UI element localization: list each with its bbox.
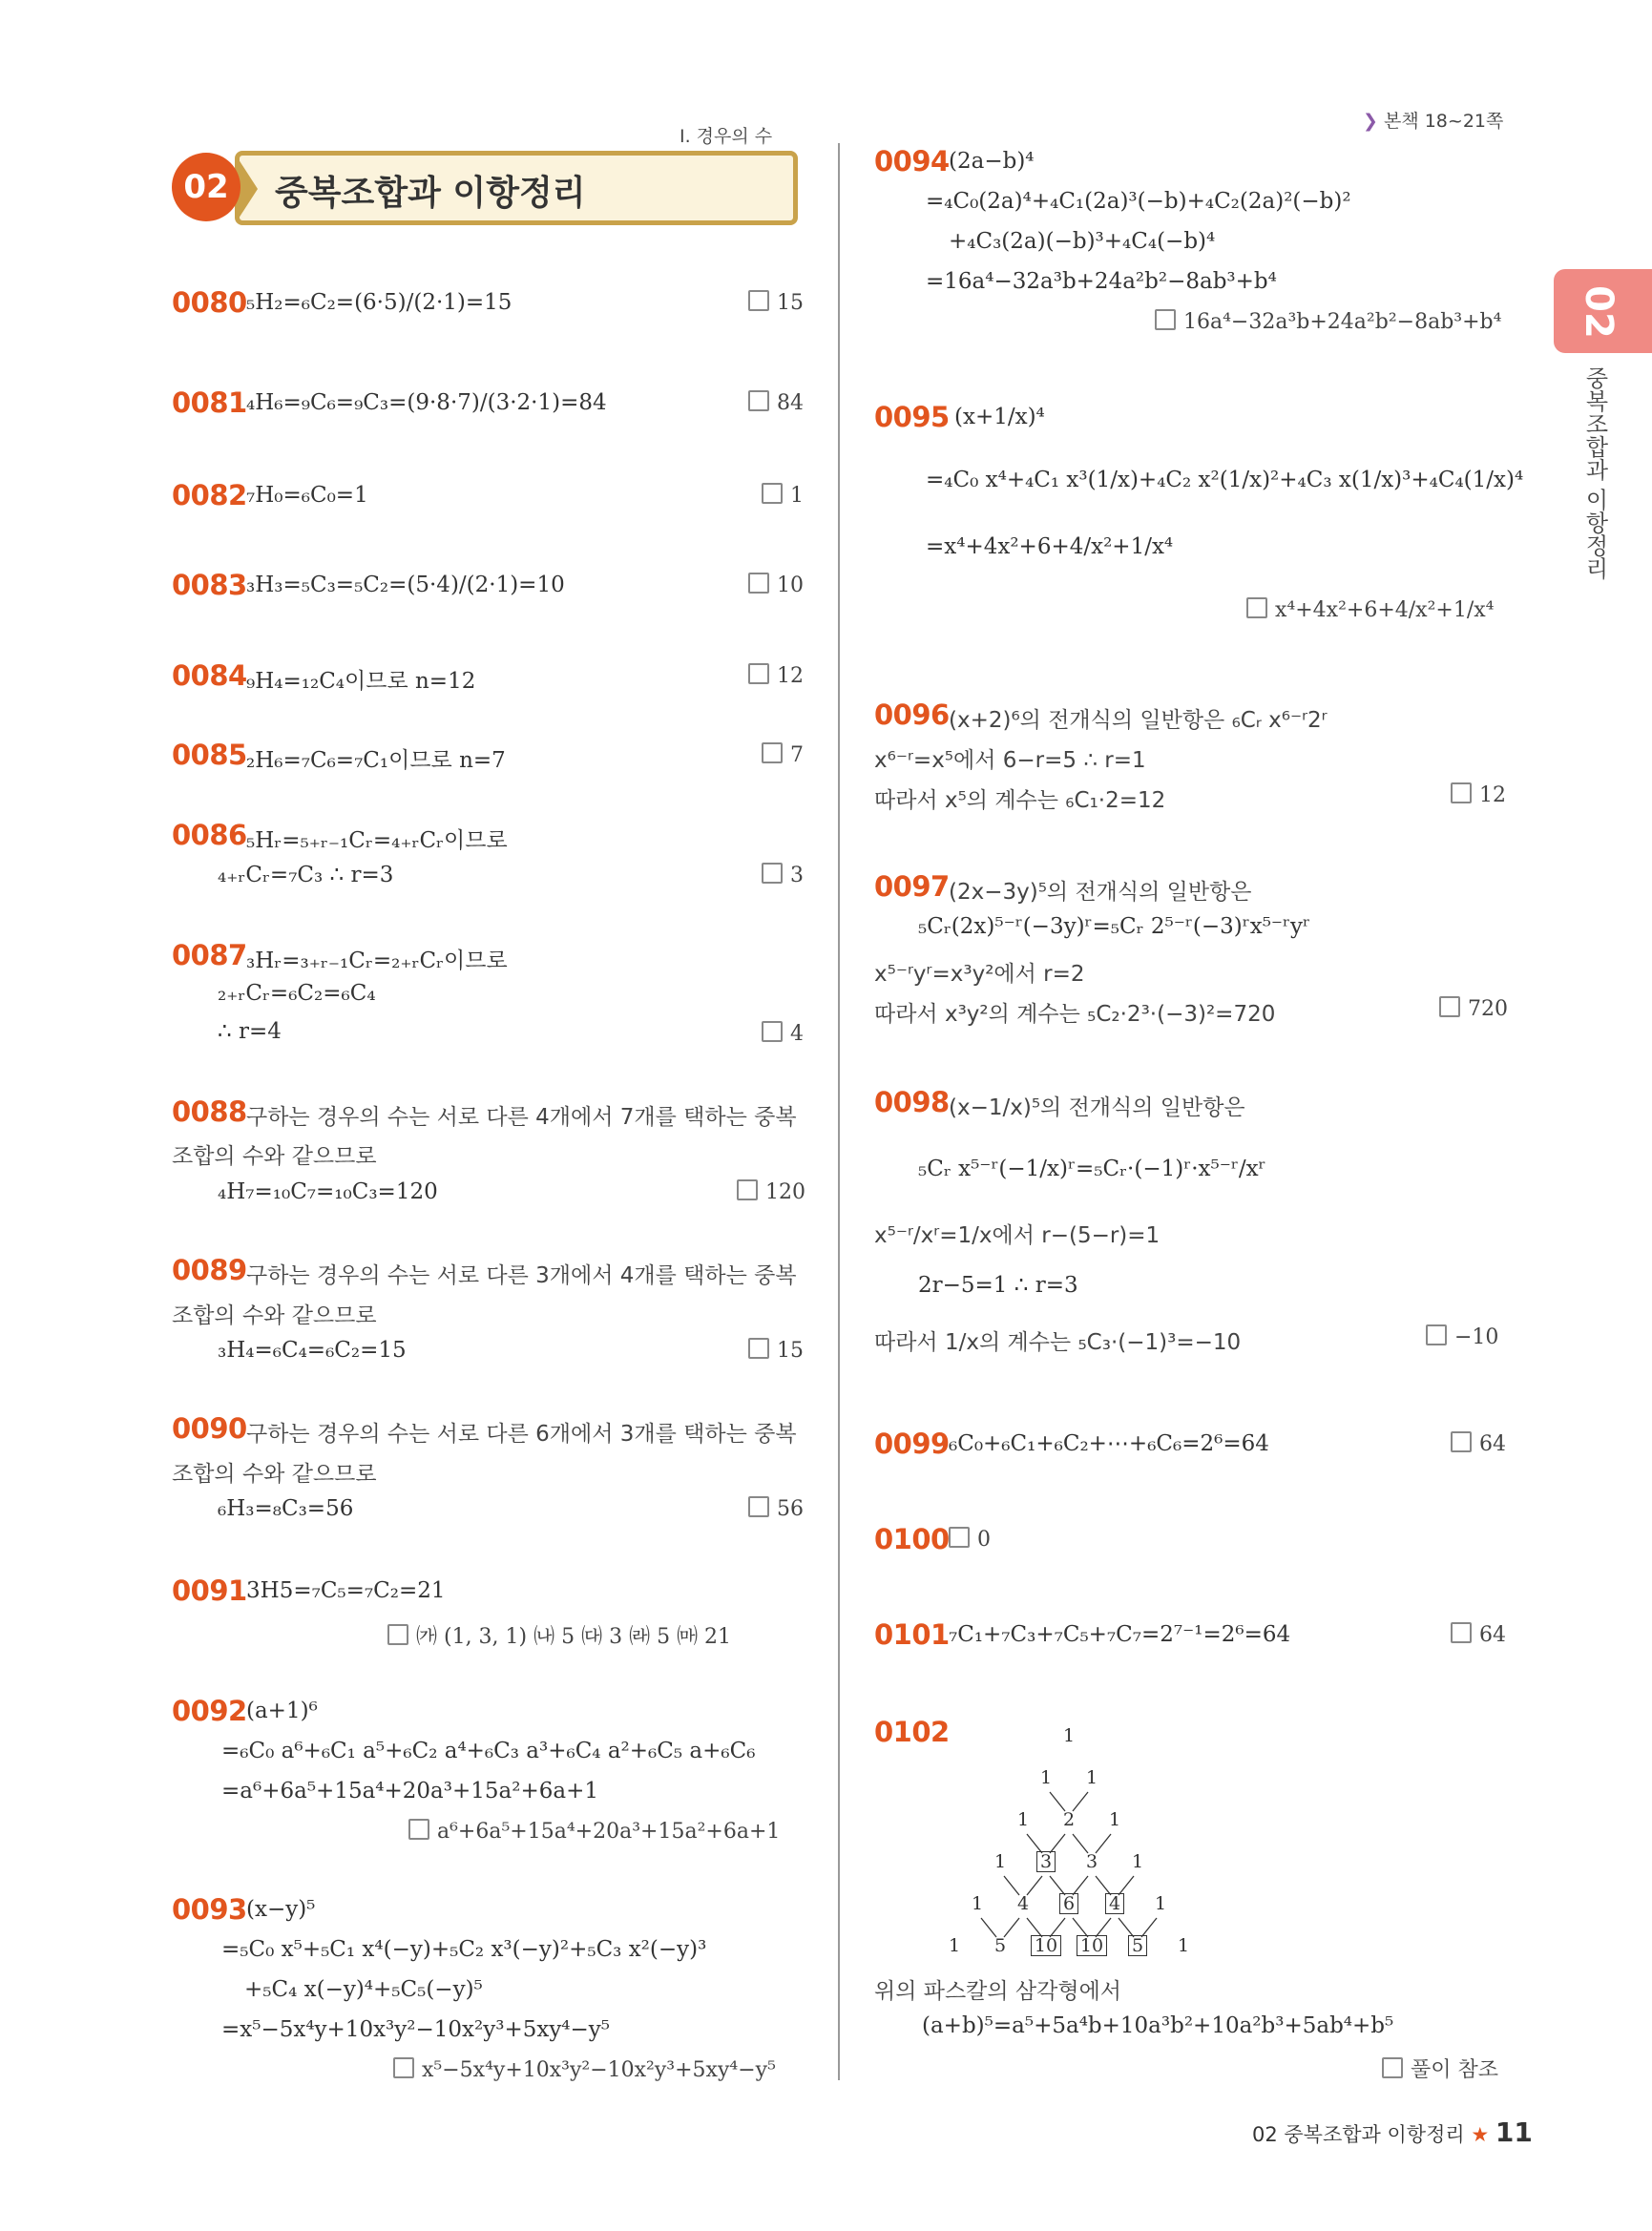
solution-line: =₄C₀ x⁴+₄C₁ x³(1/x)+₄C₂ x²(1/x)²+₄C₃ x(1/x)³+₄C₄(1/x)⁴ (926, 468, 1524, 492)
pascal-number: 2 (1062, 1809, 1076, 1830)
solution-line: x⁵⁻ʳyʳ=x³y²에서 r=2 (874, 962, 1085, 987)
pascal-number: 1 (1039, 1767, 1053, 1788)
answer-value: 12 (1479, 783, 1506, 807)
pascal-connector (1119, 1918, 1134, 1937)
solution-line: =x⁵−5x⁴y+10x³y²−10x²y³+5xy⁴−y⁵ (221, 2017, 611, 2042)
answer-value: x⁴+4x²+6+4/x²+1/x⁴ (1275, 598, 1495, 622)
pascal-number: 5 (993, 1935, 1007, 1956)
footer (1252, 2116, 1533, 2148)
pascal-number: 3 (1027, 1851, 1065, 1872)
problem-number: 0082 (172, 479, 247, 511)
solution-line: ₅H₂=₆C₂=(6·5)/(2·1)=15 (246, 290, 512, 315)
solution-line: 조합의 수와 같으므로 (172, 1144, 377, 1169)
answer (737, 1179, 805, 1204)
problem-number: 0100 (874, 1523, 950, 1555)
answer-icon (762, 1021, 783, 1042)
solution-line: ₃H₃=₅C₃=₅C₂=(5·4)/(2·1)=10 (246, 573, 565, 597)
solution-line: ₆C₀+₆C₁+₆C₂+⋯+₆C₆=2⁶=64 (949, 1431, 1269, 1456)
solution-line: (a+b)⁵=a⁵+5a⁴b+10a³b²+10a²b³+5ab⁴+b⁵ (922, 2013, 1394, 2038)
column-divider (838, 143, 840, 2080)
answer-icon (748, 290, 769, 311)
answer (762, 483, 804, 508)
answer-icon (762, 863, 783, 884)
breadcrumb-left: I. 경우의 수 (680, 126, 773, 147)
answer (949, 1527, 991, 1552)
answer-value: 1 (790, 484, 804, 508)
answer-value: x⁵−5x⁴y+10x³y²−10x²y³+5xy⁴−y⁵ (422, 2058, 776, 2082)
answer-icon (737, 1179, 758, 1200)
solution-line: ∴ r=4 (218, 1019, 282, 1044)
solution-line: (2a−b)⁴ (949, 149, 1035, 174)
pascal-connector (1050, 1876, 1065, 1895)
problem-number: 0081 (172, 386, 247, 419)
problem-number: 0087 (172, 939, 247, 971)
answer-value: 풀이 참조 (1411, 2058, 1499, 2082)
answer-icon (1439, 996, 1460, 1017)
answer (1426, 1324, 1498, 1349)
answer-value: 4 (790, 1022, 804, 1046)
answer (748, 573, 804, 597)
answer-icon (408, 1819, 429, 1840)
problem-number: 0092 (172, 1695, 247, 1727)
problem-number: 0089 (172, 1254, 247, 1286)
problem-number: 0094 (874, 145, 950, 177)
answer (762, 863, 804, 887)
pascal-connector (1073, 1834, 1088, 1853)
problem-number: 0098 (874, 1086, 950, 1118)
answer (748, 1496, 804, 1521)
solution-line: ₃H₄=₆C₄=₆C₂=15 (218, 1338, 407, 1363)
pascal-number: 1 (1016, 1809, 1030, 1830)
answer-icon (748, 1338, 769, 1359)
solution-line: ₅Cᵣ x⁵⁻ʳ(−1/x)ʳ=₅Cᵣ·(−1)ʳ·x⁵⁻ʳ/xʳ (918, 1157, 1266, 1181)
answer (393, 2057, 776, 2082)
solution-line: 따라서 x⁵의 계수는 ₆C₁·2=12 (874, 788, 1166, 813)
answer-value: 0 (977, 1528, 991, 1552)
solution-line: ₃Hᵣ=₃₊ᵣ₋₁Cᵣ=₂₊ᵣCᵣ이므로 (246, 949, 508, 973)
pascal-connector (981, 1918, 996, 1937)
solution-line: 위의 파스칼의 삼각형에서 (874, 1979, 1122, 2004)
chapter-title: 중복조합과 이항정리 (275, 174, 586, 213)
solution-line: 구하는 경우의 수는 서로 다른 3개에서 4개를 택하는 중복 (246, 1263, 797, 1288)
answer-value: 120 (765, 1180, 805, 1204)
solution-line: 구하는 경우의 수는 서로 다른 4개에서 7개를 택하는 중복 (246, 1105, 797, 1130)
solution-line: ₄H₇=₁₀C₇=₁₀C₃=120 (218, 1179, 438, 1204)
solution-line: =16a⁴−32a³b+24a²b²−8ab³+b⁴ (926, 269, 1277, 294)
solution-line: ₇C₁+₇C₃+₇C₅+₇C₇=2⁷⁻¹=2⁶=64 (949, 1622, 1291, 1647)
solution-line: x⁶⁻ʳ=x⁵에서 6−r=5 ∴ r=1 (874, 748, 1146, 773)
side-tab-number: 02 (1577, 285, 1621, 339)
answer (1451, 782, 1506, 807)
answer (748, 1338, 804, 1363)
solution-line: 구하는 경우의 수는 서로 다른 6개에서 3개를 택하는 중복 (246, 1422, 797, 1447)
pascal-connector (1027, 1918, 1042, 1937)
answer (408, 1819, 780, 1844)
pascal-number: 6 (1050, 1893, 1088, 1914)
answer-value: 64 (1479, 1432, 1506, 1456)
answer-value: 3 (790, 864, 804, 887)
answer (762, 742, 804, 767)
pascal-number: 1 (1062, 1725, 1076, 1746)
solution-line: ₅Hᵣ=₅₊ᵣ₋₁Cᵣ=₄₊ᵣCᵣ이므로 (246, 828, 508, 853)
solution-line: ₄₊ᵣCᵣ=₇C₃ ∴ r=3 (218, 863, 394, 887)
answer-icon (1382, 2057, 1403, 2078)
chapter-number-badge: 02 (172, 153, 240, 221)
answer (387, 1620, 731, 1650)
answer (1155, 309, 1501, 334)
solution-line: ₇H₀=₆C₀=1 (246, 483, 368, 508)
problem-number: 0093 (172, 1893, 247, 1926)
answer (748, 663, 804, 688)
solution-line: =₆C₀ a⁶+₆C₁ a⁵+₆C₂ a⁴+₆C₃ a³+₆C₄ a²+₆C₅ a+₆C₆ (221, 1739, 756, 1763)
solution-line: ₄H₆=₉C₆=₉C₃=(9·8·7)/(3·2·1)=84 (246, 390, 607, 415)
solution-line: ₂₊ᵣCᵣ=₆C₂=₆C₄ (218, 981, 376, 1006)
pascal-triangle (916, 1714, 1241, 1962)
answer-icon (393, 2057, 414, 2078)
answer-icon (748, 573, 769, 594)
solution-line: =₄C₀(2a)⁴+₄C₁(2a)³(−b)+₄C₂(2a)²(−b)² (926, 189, 1351, 214)
solution-line: 3H5=₇C₅=₇C₂=21 (246, 1578, 446, 1603)
pascal-connector (1119, 1876, 1134, 1895)
pascal-connector (1096, 1834, 1111, 1853)
footer-chapter: 02 중복조합과 이항정리 (1252, 2123, 1465, 2146)
answer-icon (949, 1527, 970, 1548)
answer-value: 56 (777, 1497, 804, 1521)
solution-line: 따라서 1/x의 계수는 ₅C₃·(−1)³=−10 (874, 1330, 1242, 1355)
solution-line: ₉H₄=₁₂C₄이므로 n=12 (246, 669, 476, 694)
solution-line: +₄C₃(2a)(−b)³+₄C₄(−b)⁴ (949, 229, 1216, 254)
solution-line: (2x−3y)⁵의 전개식의 일반항은 (949, 880, 1252, 905)
pascal-number: 5 (1119, 1935, 1157, 1956)
solution-line: (x−1/x)⁵의 전개식의 일반항은 (949, 1095, 1245, 1120)
pascal-connector (1004, 1918, 1019, 1937)
problem-number: 0086 (172, 819, 247, 851)
solution-line: (x+1/x)⁴ (954, 405, 1045, 429)
pascal-connector (1096, 1876, 1111, 1895)
pascal-connector (1050, 1834, 1065, 1853)
answer (748, 290, 804, 315)
pascal-number: 1 (1131, 1851, 1144, 1872)
solution-line: 조합의 수와 같으므로 (172, 1462, 377, 1487)
pascal-connector (1073, 1876, 1088, 1895)
chevron-right-icon: ❯ (1363, 111, 1378, 132)
solution-line: (x+2)⁶의 전개식의 일반항은 ₆Cᵣ x⁶⁻ʳ2ʳ (949, 708, 1328, 733)
breadcrumb-right (1363, 107, 1503, 133)
answer-value: −10 (1454, 1325, 1499, 1349)
answer-value: 84 (777, 391, 804, 415)
problem-number: 0085 (172, 739, 247, 771)
answer-icon (1451, 782, 1472, 803)
pascal-connector (1141, 1918, 1157, 1937)
problem-number: 0091 (172, 1574, 247, 1607)
problem-number: 0099 (874, 1428, 950, 1460)
problem-number: 0102 (874, 1716, 950, 1748)
pascal-connector (1004, 1876, 1019, 1895)
answer-value: 7 (790, 743, 804, 767)
pascal-number: 4 (1016, 1893, 1030, 1914)
solution-line: (x−y)⁵ (246, 1897, 316, 1922)
solution-line: 2r−5=1 ∴ r=3 (918, 1273, 1078, 1298)
answer (1382, 2054, 1498, 2083)
answer-value: 720 (1468, 997, 1508, 1021)
solution-line: =a⁶+6a⁵+15a⁴+20a³+15a²+6a+1 (221, 1779, 598, 1804)
pascal-number: 1 (971, 1893, 984, 1914)
answer (1246, 597, 1494, 622)
answer (762, 1021, 804, 1046)
solution-line: 조합의 수와 같으므로 (172, 1303, 377, 1328)
answer-value: a⁶+6a⁵+15a⁴+20a³+15a²+6a+1 (437, 1820, 781, 1844)
answer-icon (748, 663, 769, 684)
solution-line: x⁵⁻ʳ/xʳ=1/x에서 r−(5−r)=1 (874, 1223, 1161, 1248)
side-tab-title: 중복조합과 이항정리 (1581, 366, 1608, 580)
answer (748, 390, 804, 415)
pascal-number: 4 (1096, 1893, 1134, 1914)
problem-number: 0084 (172, 659, 247, 692)
answer-icon (1246, 597, 1267, 618)
pascal-connector (1050, 1792, 1065, 1811)
pascal-connector (1027, 1834, 1042, 1853)
answer-value: 10 (777, 573, 804, 597)
solution-line: ₅Cᵣ(2x)⁵⁻ʳ(−3y)ʳ=₅Cᵣ 2⁵⁻ʳ(−3)ʳx⁵⁻ʳyʳ (918, 914, 1311, 939)
answer-icon (1451, 1431, 1472, 1452)
answer-icon (762, 483, 783, 504)
pascal-number: 1 (1154, 1893, 1167, 1914)
pascal-number: 1 (1177, 1935, 1190, 1956)
problem-number: 0088 (172, 1095, 247, 1128)
pascal-connector (1073, 1792, 1088, 1811)
solution-line: ₂H₆=₇C₆=₇C₁이므로 n=7 (246, 748, 506, 773)
star-icon: ★ (1471, 2123, 1490, 2146)
answer (1439, 996, 1508, 1021)
problem-number: 0097 (874, 870, 950, 903)
pascal-connectors (916, 1714, 1241, 1962)
pascal-connector (1050, 1918, 1065, 1937)
answer (1451, 1622, 1506, 1647)
solution-line: +₅C₄ x(−y)⁴+₅C₅(−y)⁵ (244, 1977, 483, 2002)
answer-icon (1451, 1622, 1472, 1643)
breadcrumb-right-label: 본책 18~21쪽 (1383, 111, 1504, 132)
pascal-connector (1027, 1876, 1042, 1895)
problem-number: 0101 (874, 1618, 950, 1651)
pascal-number: 1 (948, 1935, 961, 1956)
pascal-number: 1 (993, 1851, 1007, 1872)
problem-number: 0090 (172, 1412, 247, 1445)
answer-value: 15 (777, 291, 804, 315)
solution-line: =x⁴+4x²+6+4/x²+1/x⁴ (926, 534, 1174, 559)
answer-value: 64 (1479, 1623, 1506, 1647)
answer-value: 15 (777, 1339, 804, 1363)
solution-line: ₆H₃=₈C₃=56 (218, 1496, 354, 1521)
answer-icon (387, 1624, 408, 1645)
answer (1451, 1431, 1506, 1456)
solution-line: (a+1)⁶ (246, 1699, 318, 1723)
pascal-number: 10 (1073, 1935, 1111, 1956)
pascal-connector (1073, 1918, 1088, 1937)
pascal-number: 3 (1085, 1851, 1098, 1872)
solution-line: =₅C₀ x⁵+₅C₁ x⁴(−y)+₅C₂ x³(−y)²+₅C₃ x²(−y)³ (221, 1937, 707, 1962)
pascal-number: 10 (1027, 1935, 1065, 1956)
answer-icon (1155, 309, 1176, 330)
answer-icon (1426, 1324, 1447, 1345)
answer-value: 16a⁴−32a³b+24a²b²−8ab³+b⁴ (1183, 310, 1502, 334)
answer-value: 12 (777, 664, 804, 688)
problem-number: 0096 (874, 698, 950, 731)
problem-number: 0095 (874, 401, 950, 433)
pascal-connector (1096, 1918, 1111, 1937)
problem-number: 0083 (172, 569, 247, 601)
answer-icon (748, 390, 769, 411)
answer-icon (748, 1496, 769, 1517)
problem-number: 0080 (172, 286, 247, 319)
answer-value: ㈎ (1, 3, 1) ㈏ 5 ㈐ 3 ㈑ 5 ㈒ 21 (416, 1625, 732, 1649)
solution-line: 따라서 x³y²의 계수는 ₅C₂·2³·(−3)²=720 (874, 1002, 1276, 1027)
pascal-number: 1 (1085, 1767, 1098, 1788)
pascal-number: 1 (1108, 1809, 1121, 1830)
page-number: 11 (1495, 2116, 1533, 2148)
answer-icon (762, 742, 783, 763)
